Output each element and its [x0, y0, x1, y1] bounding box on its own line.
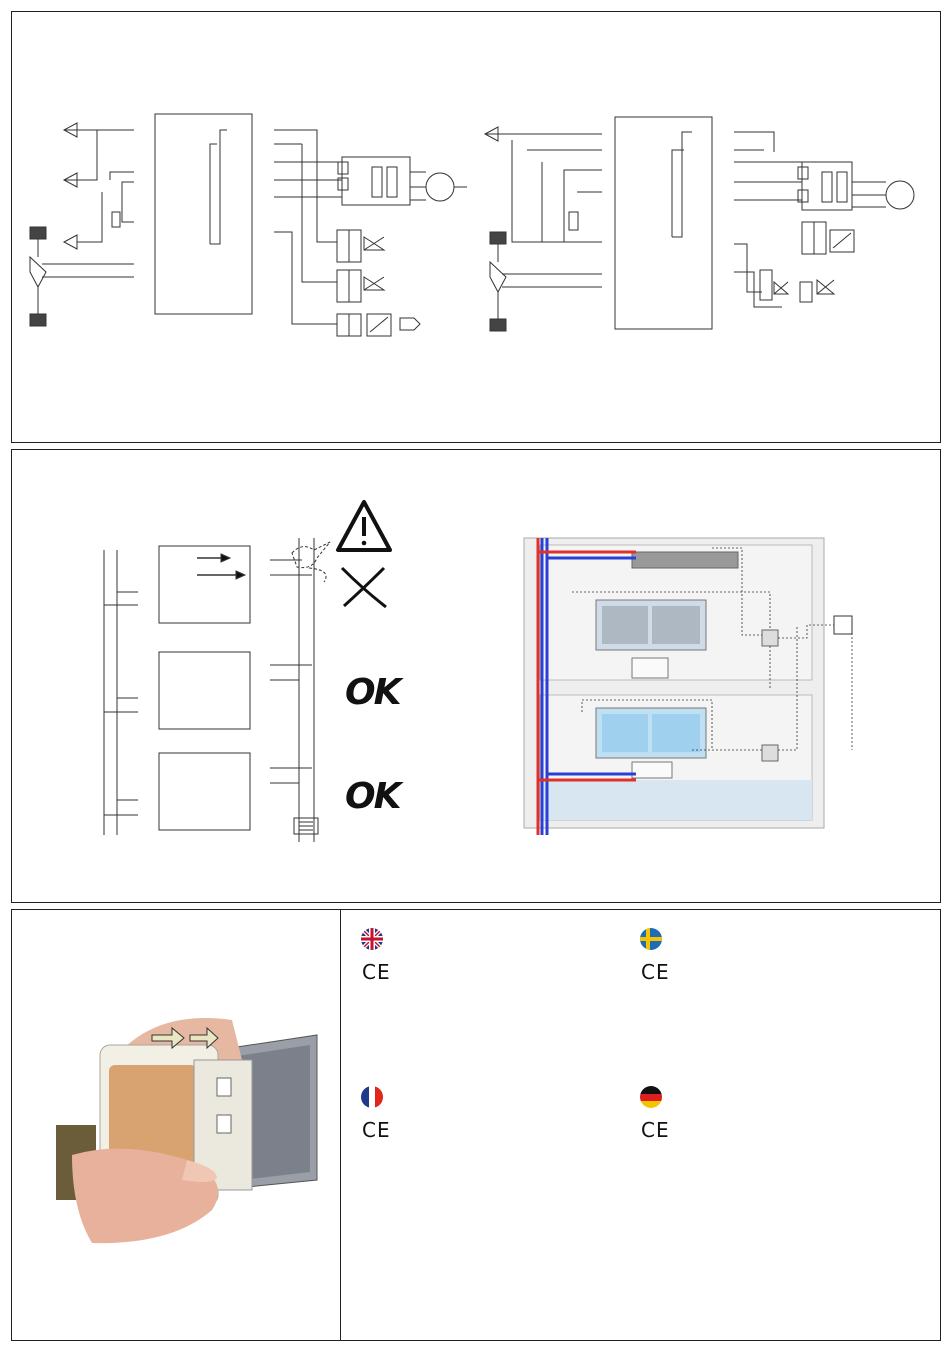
france-flag-icon — [361, 1086, 383, 1108]
uk-flag-icon — [361, 928, 383, 950]
mounting-photo-panel — [11, 909, 341, 1341]
ce-mark-germany: CE — [641, 1118, 670, 1142]
bus-wiring-diagram — [12, 450, 942, 904]
ce-mark-france: CE — [362, 1118, 391, 1142]
thermostat-mounting-photo — [12, 910, 342, 1342]
sweden-flag-icon — [640, 928, 662, 950]
ce-mark-uk: CE — [362, 960, 391, 984]
ok-label-1: OK — [345, 672, 400, 713]
wiring-diagram-panel — [11, 11, 941, 443]
controller-box-left — [155, 114, 252, 314]
ce-mark-sweden: CE — [641, 960, 670, 984]
installation-panel — [11, 449, 941, 903]
controller-box-right — [615, 117, 712, 329]
germany-flag-icon — [640, 1086, 662, 1108]
wiring-diagrams — [12, 12, 942, 444]
building-section-illustration — [524, 538, 852, 835]
cross-mark-icon — [342, 568, 386, 607]
language-panel — [340, 909, 941, 1341]
ok-label-2: OK — [345, 776, 400, 817]
